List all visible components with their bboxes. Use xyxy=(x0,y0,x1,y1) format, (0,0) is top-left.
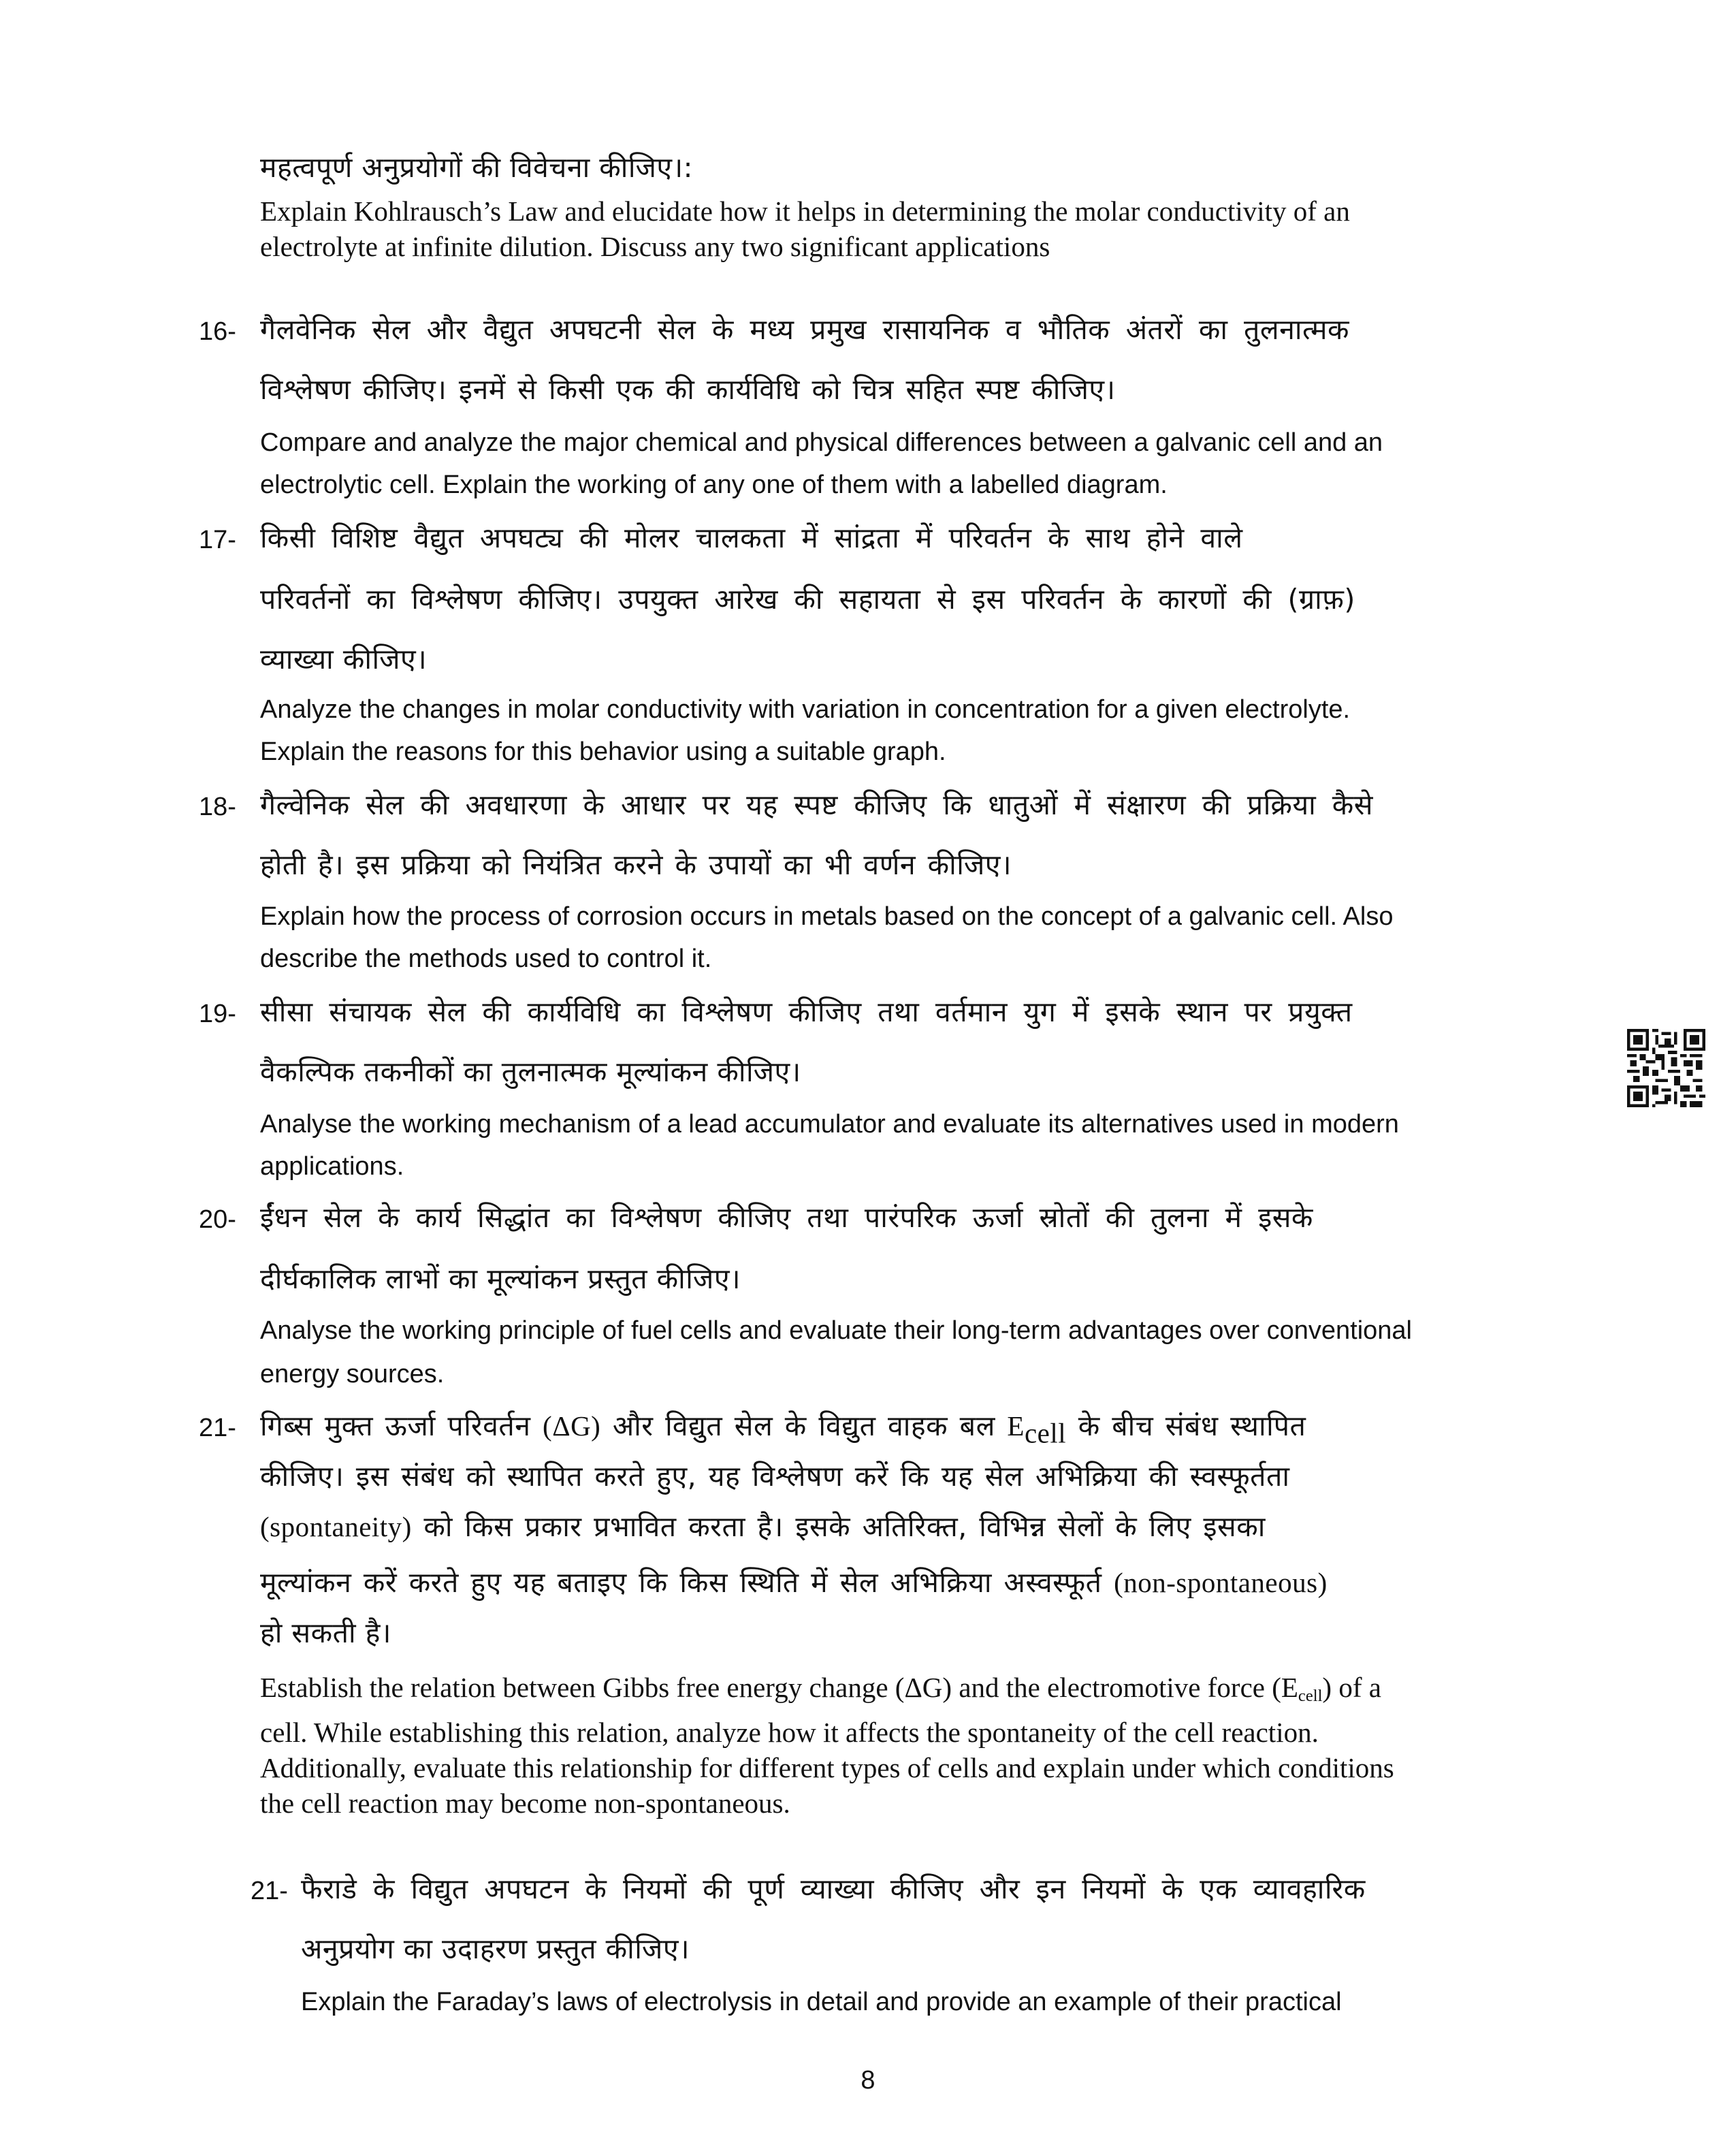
question-18-hindi-line-2: होती है। इस प्रक्रिया को नियंत्रित करने के उपायों का भी वर्णन कीजिए। xyxy=(260,848,1012,881)
intro-english-line-1: Explain Kohlrausch’s Law and elucidate how it helps in determining the molar conductivity of an xyxy=(260,195,1350,227)
question-17-english-line-2: Explain the reasons for this behavior using a suitable graph. xyxy=(260,737,946,766)
question-21a-hindi-line-2: कीजिए। इस संबंध को स्थापित करते हुए, यह विश्लेषण करें कि यह सेल अभिक्रिया की स्वस्फूर्तता xyxy=(260,1460,1290,1493)
question-21b-hindi-line-2: अनुप्रयोग का उदाहरण प्रस्तुत कीजिए। xyxy=(301,1933,690,1965)
question-17-hindi-line-3: व्याख्या कीजिए। xyxy=(260,643,428,676)
question-16-english-line-1: Compare and analyze the major chemical and physical differences between a galvanic cell and an xyxy=(260,428,1383,457)
question-16-hindi-line-1: गैलवेनिक सेल और वैद्युत अपघटनी सेल के मध्य प्रमुख रासायनिक व भौतिक अंतरों का तुलनात्मक xyxy=(260,313,1350,346)
intro-hindi-line: महत्वपूर्ण अनुप्रयोगों की विवेचना कीजिए।: xyxy=(260,151,693,184)
question-21b-hindi-line-1: फैराडे के विद्युत अपघटन के नियमों की पूर्ण व्याख्या कीजिए और इन नियमों के एक व्यावहारिक xyxy=(301,1873,1366,1905)
question-17-number: 17- xyxy=(199,526,236,554)
question-21a-number: 21- xyxy=(199,1414,236,1442)
question-20-english-line-1: Analyse the working principle of fuel cells and evaluate their long-term advantages over conventional xyxy=(260,1316,1412,1345)
question-19-number: 19- xyxy=(199,1000,236,1028)
question-16-hindi-line-2: विश्लेषण कीजिए। इनमें से किसी एक की कार्यविधि को चित्र सहित स्पष्ट कीजिए। xyxy=(260,373,1116,406)
question-16-english-line-2: electrolytic cell. Explain the working of any one of them with a labelled diagram. xyxy=(260,471,1168,499)
question-18-english-line-1: Explain how the process of corrosion occurs in metals based on the concept of a galvanic cell. Also xyxy=(260,902,1394,931)
question-21a-hindi-line-4: मूल्यांकन करें करते हुए यह बताइए कि किस स्थिति में सेल अभिक्रिया अस्वस्फूर्त (non-spontaneous) xyxy=(260,1566,1328,1599)
question-19-english-line-1: Analyse the working mechanism of a lead accumulator and evaluate its alternatives used in modern xyxy=(260,1110,1399,1139)
intro-english-line-2: electrolyte at infinite dilution. Discuss any two significant applications xyxy=(260,231,1050,262)
question-21a-english-line-4: the cell reaction may become non-spontaneous. xyxy=(260,1788,790,1819)
question-20-english-line-2: energy sources. xyxy=(260,1360,445,1388)
question-21a-english-line-1: Establish the relation between Gibbs free energy change (ΔG) and the electromotive force $(E_{cell})$ of a xyxy=(260,1672,1381,1706)
question-20-hindi-line-2: दीर्घकालिक लाभों का मूल्यांकन प्रस्तुत कीजिए। xyxy=(260,1262,741,1295)
question-19-english-line-2: applications. xyxy=(260,1152,404,1181)
question-21a-hindi-line-5: हो सकती है। xyxy=(260,1617,391,1649)
question-21a-hindi-line-1: गिब्स मुक्त ऊर्जा परिवर्तन (ΔG) और विद्युत सेल के विद्युत वाहक बल $E_{cell}$ के बीच संबंध स्थापित xyxy=(260,1410,1306,1449)
question-18-english-line-2: describe the methods used to control it. xyxy=(260,944,712,973)
question-19-hindi-line-2: वैकल्पिक तकनीकों का तुलनात्मक मूल्यांकन कीजिए। xyxy=(260,1055,801,1088)
question-20-hindi-line-1: ईंधन सेल के कार्य सिद्धांत का विश्लेषण कीजिए तथा पारंपरिक ऊर्जा स्रोतों की तुलना में इसके xyxy=(260,1201,1313,1234)
question-19-hindi-line-1: सीसा संचायक सेल की कार्यविधि का विश्लेषण कीजिए तथा वर्तमान युग में इसके स्थान पर प्रयुक्त xyxy=(260,996,1353,1028)
question-21a-hindi-line-3: (spontaneity) को किस प्रकार प्रभावित करता है। इसके अतिरिक्त, विभिन्न सेलों के लिए इसका xyxy=(260,1510,1266,1543)
question-20-number: 20- xyxy=(199,1205,236,1234)
question-17-hindi-line-2: परिवर्तनों का विश्लेषण कीजिए। उपयुक्त आरेख की सहायता से इस परिवर्तन के कारणों की (ग्राफ़) xyxy=(260,583,1355,616)
question-21b-english-line-1: Explain the Faraday’s laws of electrolysis in detail and provide an example of their practical xyxy=(301,1988,1342,2016)
question-18-number: 18- xyxy=(199,793,236,821)
question-21a-english-line-3: Additionally, evaluate this relationship for different types of cells and explain under which conditions xyxy=(260,1752,1394,1783)
question-17-english-line-1: Analyze the changes in molar conductivity with variation in concentration for a given electrolyte. xyxy=(260,695,1351,724)
question-21b-number: 21- xyxy=(251,1877,288,1905)
question-21a-english-line-2: cell. While establishing this relation, analyze how it affects the spontaneity of the cell reaction. xyxy=(260,1717,1319,1748)
question-16-number: 16- xyxy=(199,317,236,346)
qr-code-icon xyxy=(1627,1029,1705,1107)
question-18-hindi-line-1: गैल्वेनिक सेल की अवधारणा के आधार पर यह स्पष्ट कीजिए कि धातुओं में संक्षारण की प्रक्रिया कैसे xyxy=(260,789,1373,821)
question-17-hindi-line-1: किसी विशिष्ट वैद्युत अपघट्य की मोलर चालकता में सांद्रता में परिवर्तन के साथ होने वाले xyxy=(260,522,1243,554)
page-number: 8 xyxy=(861,2066,875,2095)
